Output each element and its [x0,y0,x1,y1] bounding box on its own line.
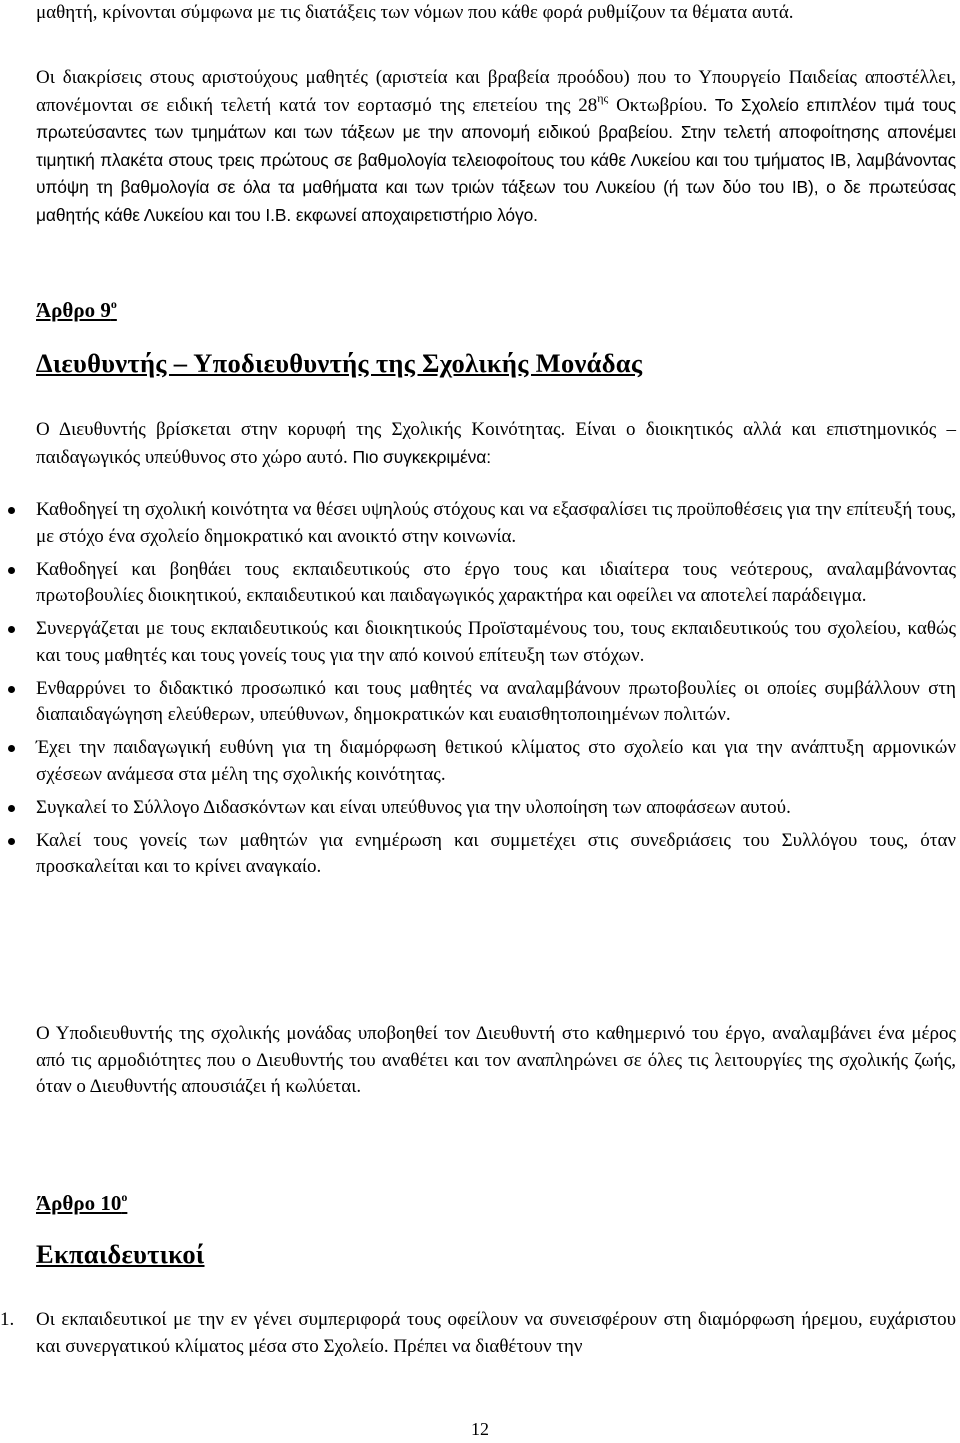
list-item: Ενθαρρύνει το διδακτικό προσωπικό και τους μαθητές να αναλαμβάνουν πρωτοβουλίες οι οποίες συμβάλλουν στη διαπαιδαγώγηση ελεύθερων, υπεύθυνων, δημοκρατικών και ευαισθητοποιημένων πολιτών. [36,676,956,729]
paragraph-awards [36,65,956,230]
awards-text-2: Οκτωβρίου. [608,94,708,116]
teachers-list [0,1307,956,1360]
paragraph-director-intro: Ο Διευθυντής βρίσκεται στην κορυφή της Σχολικής Κοινότητας. Είναι ο διοικητικός αλλά και επιστημονικός – παιδαγωγικός υπεύθυνος στο χώρο αυτό. Πιο συγκεκριμένα: [36,419,956,468]
director-intro-tail: Πιο συγκεκριμένα: [347,446,491,467]
paragraph-deputy-director: Ο Υποδιευθυντής της σχολικής μονάδας υποβοηθεί τον Διευθυντή στο καθημερινό του έργο, αναλαμβάνει ένα μέρος από τις αρμοδιότητες που ο Διευθυντής του αναθέτει και τον αναπληρώνει σε όλες τις λειτουργίες της σχολικής ζωής, όταν ο Διευθυντής απουσιάζει ή κωλύεται. [36,1023,956,1098]
awards-text-4: Στην τελετή αποφοίτησης απονέμει τιμητική πλακέτα στους τρεις πρώτους σε βαθμολογία τελειοφοίτους του κάθε Λυκείου και του τμήματος IB, λαμβάνοντας υπόψη τη βαθμολογία σε όλα τα μαθήματα και των τριών τάξεων του Λυκείου (ή των δύο του IB), ο δε πρωτεύσας μαθητής κάθε Λυκείου και του Ι.Β. εκφωνεί αποχαιρετιστήριο λόγο. [36,122,957,225]
list-item: Καθοδηγεί και βοηθάει τους εκπαιδευτικούς στο έργο τους και ιδιαίτερα τους νεότερους, αναλαμβάνοντας πρωτοβουλίες διοικητικού, εκπαιδευτικού και παιδαγωγικός χαρακτήρα και οφείλει να αποτελεί παράδειγμα. [36,557,956,610]
awards-text-3: Το Σχολείο επιπλέον τιμά τους πρωτεύσαντες των τμημάτων και των τάξεων με την απονομή ειδικού βραβείου. [36,94,956,143]
director-duties-list [36,497,956,887]
awards-superscript: ης [597,90,609,105]
list-item: 1. Οι εκπαιδευτικοί με την εν γένει συμπεριφορά τους οφείλουν να συνεισφέρουν στη διαμόρφωση ήρεμου, ευχάριστου και συνεργατικού κλίματος μέσα στο Σχολείο. Πρέπει να διαθέτουν την [0,1309,956,1357]
article-10-title: Εκπαιδευτικοί [36,1239,205,1269]
article-9-number: Άρθρο $9^o$ [36,297,117,322]
article-10-number: Άρθρο $10^o$ [36,1190,128,1215]
list-item: Έχει την παιδαγωγική ευθύνη για τη διαμόρφωση θετικού κλίματος στο σχολείο και για την ανάπτυξη αρμονικών σχέσεων ανάμεσα στα μέλη της σχολικής κοινότητας. [36,735,956,788]
list-item: Συνεργάζεται με τους εκπαιδευτικούς και διοικητικούς Προϊσταμένους του, τους εκπαιδευτικούς του σχολείου, καθώς και τους μαθητές και τους γονείς τους για την από κοινού επίτευξη των στόχων. [36,616,956,669]
paragraph-continuation: μαθητή, κρίνονται σύμφωνα με τις διατάξεις των νόμων που κάθε φορά ρυθμίζουν τα θέματα αυτά. [36,2,794,23]
bullet-icon [8,686,15,693]
bullet-icon [8,745,15,752]
list-item: Συγκαλεί το Σύλλογο Διδασκόντων και είναι υπεύθυνος για την υλοποίηση των αποφάσεων αυτού. [36,795,956,822]
bullet-icon [8,805,15,812]
bullet-icon [8,567,15,574]
page-number: 12 [471,1419,489,1439]
bullet-icon [8,838,15,845]
list-item: Καλεί τους γονείς των μαθητών για ενημέρωση και συμμετέχει στις συνεδριάσεις του Συλλόγου τους, όταν προσκαλείται και το κρίνει αναγκαίο. [36,828,956,881]
list-item-number: 1. [0,1309,15,1330]
bullet-icon [8,626,15,633]
article-9-title: Διευθυντής – Υποδιευθυντής της Σχολικής Μονάδας [36,348,643,378]
awards-text-1: Οι διακρίσεις στους αριστούχους μαθητές (αριστεία και βραβεία προόδου) που το Υπουργείο Παιδείας αποστέλλει, απονέμονται σε ειδική τελετή κατά τον εορτασμό της επετείου της 28 [36,67,956,116]
list-item: Καθοδηγεί τη σχολική κοινότητα να θέσει υψηλούς στόχους και να εξασφαλίσει τις προϋποθέσεις για την επίτευξή τους, με στόχο ένα σχολείο δημοκρατικό και ανοικτό στην κοινωνία. [36,497,956,550]
bullet-icon [8,507,15,514]
